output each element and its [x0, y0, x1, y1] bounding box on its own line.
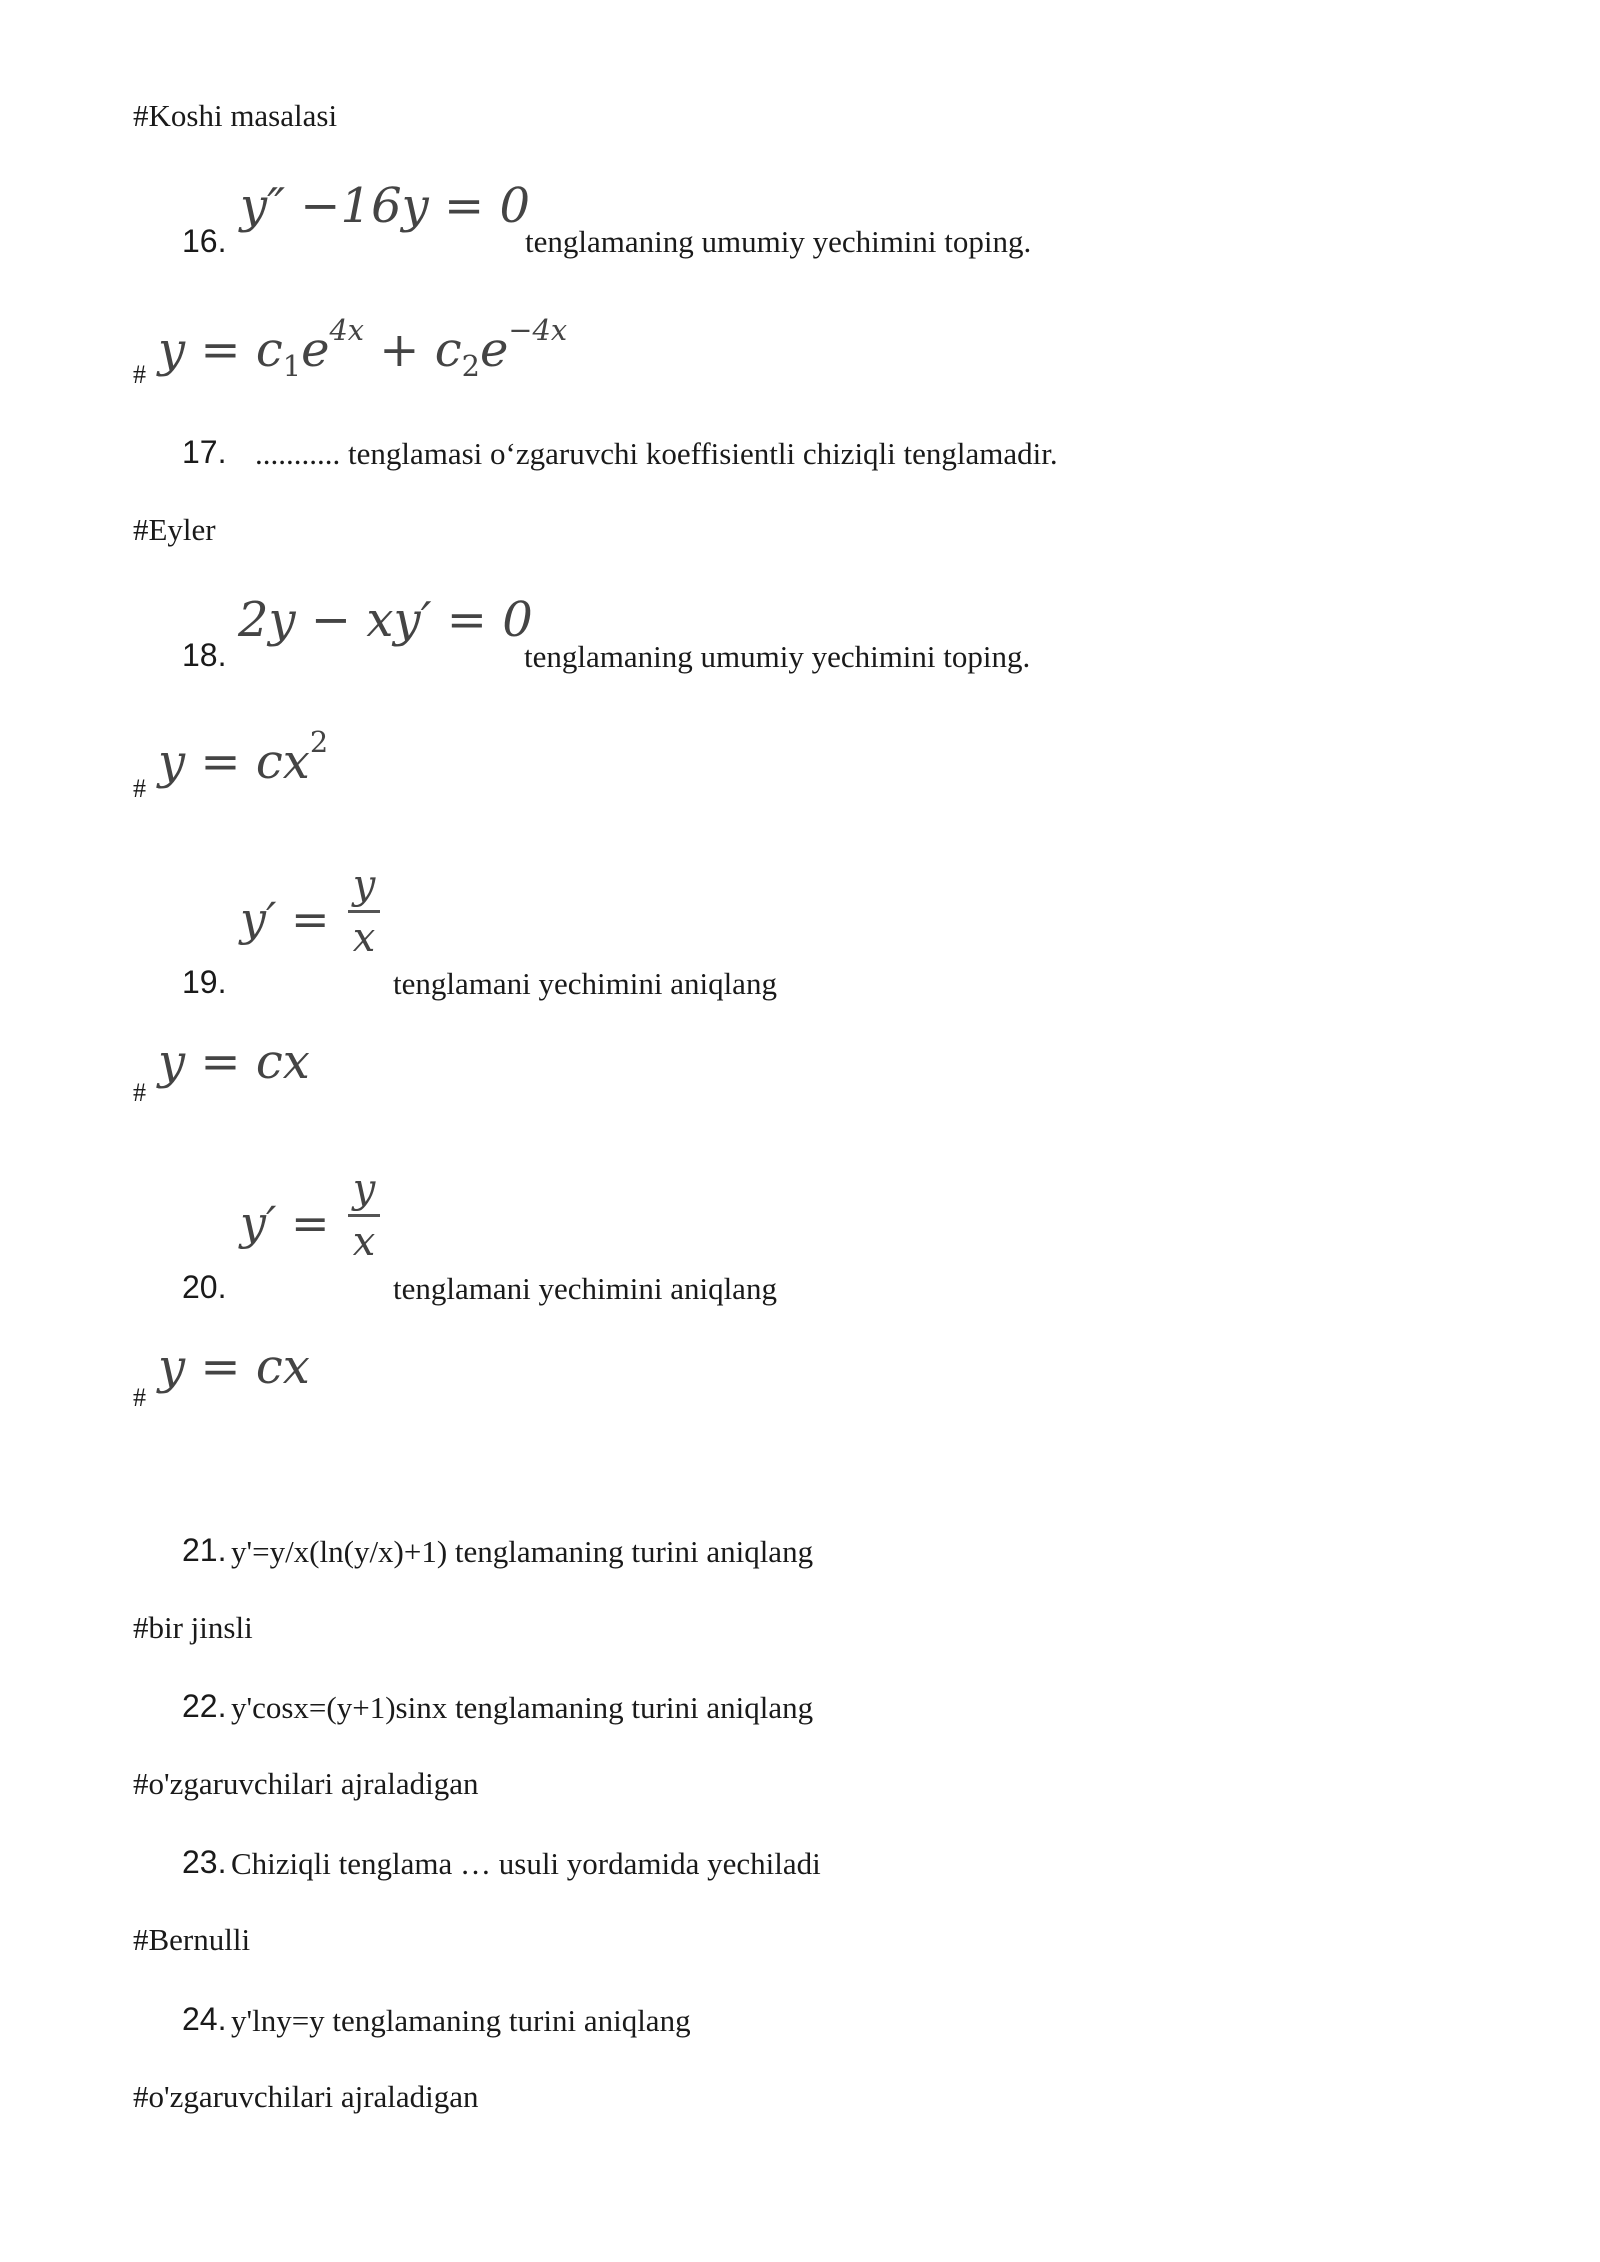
question-16-equation: y″ −16y = 0 [240, 178, 530, 234]
answer-20-equation: y = cx [158, 1339, 310, 1395]
question-18-number: 18. [182, 637, 227, 673]
question-20-number: 20. [182, 1269, 227, 1305]
question-19-fraction [348, 862, 380, 961]
question-20-numerator: y [352, 1166, 376, 1212]
question-16-number: 16. [182, 223, 227, 259]
answer-23: #Bernulli [133, 1922, 251, 1957]
answer-21: #bir jinsli [133, 1610, 253, 1645]
question-21-text: y'=y/x(ln(y/x)+1) tenglamaning turini aniqlang [231, 1534, 814, 1569]
question-23-number: 23. [182, 1844, 227, 1880]
answer-19-equation: y = cx [158, 1034, 310, 1090]
question-20-lhs: y′ = [240, 1196, 330, 1250]
fraction-bar [348, 1214, 380, 1217]
question-19-number: 19. [182, 964, 227, 1000]
question-18-equation: 2y − xy′ = 0 [238, 592, 533, 648]
question-19-lhs: y′ = [240, 892, 330, 946]
fraction-bar [348, 910, 380, 913]
question-23-text: Chiziqli tenglama … usuli yordamida yechiladi [231, 1846, 821, 1881]
question-19-denominator: x [352, 915, 376, 961]
answer-koshi: #Koshi masalasi [133, 98, 338, 133]
answer-18-hash: # [133, 774, 146, 803]
answer-17: #Eyler [133, 512, 216, 547]
question-19-numerator: y [352, 862, 376, 908]
question-20-denominator: x [352, 1219, 376, 1265]
question-19-text: tenglamani yechimini aniqlang [393, 966, 777, 1001]
question-17-number: 17. [182, 434, 227, 470]
question-24-text: y'lny=y tenglamaning turini aniqlang [231, 2003, 691, 2038]
question-20-fraction [348, 1166, 380, 1265]
answer-24: #o'zgaruvchilari ajraladigan [133, 2079, 479, 2114]
question-21-number: 21. [182, 1532, 227, 1568]
question-22-text: y'cosx=(y+1)sinx tenglamaning turini aniqlang [231, 1690, 814, 1725]
answer-18-equation-text: y = cx [158, 733, 310, 790]
answer-22: #o'zgaruvchilari ajraladigan [133, 1766, 479, 1801]
question-20-text: tenglamani yechimini aniqlang [393, 1271, 777, 1306]
question-24-number: 24. [182, 2001, 227, 2037]
question-22-number: 22. [182, 1688, 227, 1724]
answer-18-equation: $y = cx^2$ [158, 725, 329, 790]
answer-20-hash: # [133, 1383, 146, 1412]
question-17-text: ........... tenglamasi o‘zgaruvchi koeffisientli chiziqli tenglamadir. [255, 436, 1058, 471]
question-18-text: tenglamaning umumiy yechimini toping. [524, 639, 1031, 674]
answer-19-hash: # [133, 1078, 146, 1107]
question-16-text: tenglamaning umumiy yechimini toping. [525, 224, 1032, 259]
answer-16-hash: # [133, 360, 146, 389]
answer-16-equation: $y = c_1e^{4x} + c_2e^{-4x}$ [158, 313, 568, 383]
